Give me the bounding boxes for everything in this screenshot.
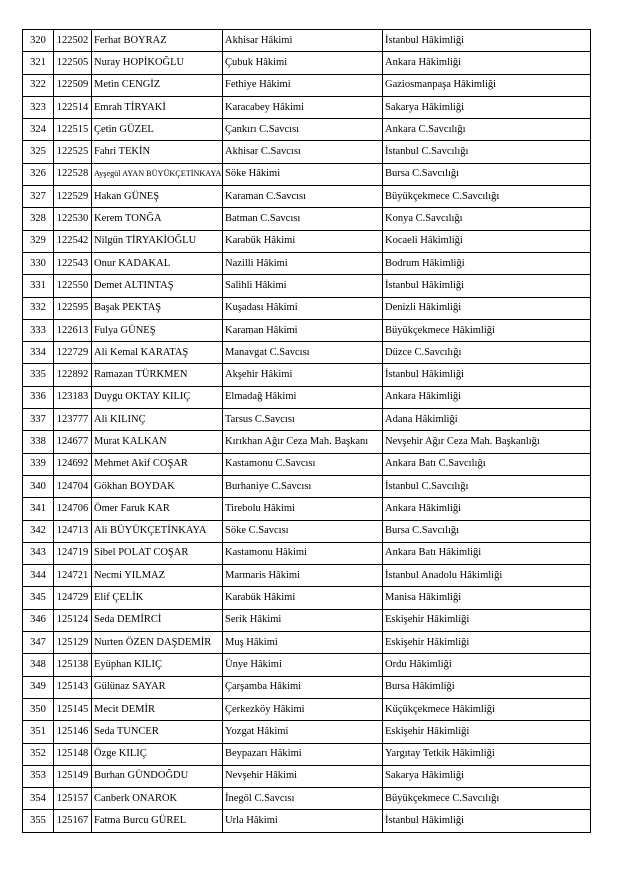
cell-registry: 125145 bbox=[54, 698, 92, 720]
table-row bbox=[23, 810, 591, 832]
table-row bbox=[23, 163, 591, 185]
cell-name: Ferhat BOYRAZ bbox=[92, 30, 223, 52]
cell-registry: 124729 bbox=[54, 587, 92, 609]
table-row bbox=[23, 587, 591, 609]
cell-number: 341 bbox=[23, 498, 54, 520]
cell-name: Mehmet Akif COŞAR bbox=[92, 453, 223, 475]
cell-number: 324 bbox=[23, 119, 54, 141]
cell-new-post: İstanbul Hâkimliği bbox=[383, 30, 591, 52]
table-row bbox=[23, 475, 591, 497]
table-row bbox=[23, 721, 591, 743]
cell-new-post: Büyükçekmece C.Savcılığı bbox=[383, 186, 591, 208]
cell-name: Onur KADAKAL bbox=[92, 252, 223, 274]
cell-new-post: İstanbul Hâkimliği bbox=[383, 810, 591, 832]
cell-name: Ali BÜYÜKÇETİNKAYA bbox=[92, 520, 223, 542]
cell-name: Ayşegül AYAN BÜYÜKÇETİNKAYA bbox=[92, 163, 223, 185]
table-row bbox=[23, 542, 591, 564]
cell-registry: 123777 bbox=[54, 409, 92, 431]
cell-number: 337 bbox=[23, 409, 54, 431]
cell-registry: 122729 bbox=[54, 342, 92, 364]
cell-number: 323 bbox=[23, 96, 54, 118]
table-row bbox=[23, 520, 591, 542]
cell-new-post: Büyükçekmece Hâkimliği bbox=[383, 319, 591, 341]
cell-registry: 125157 bbox=[54, 788, 92, 810]
cell-current-post: Tirebolu Hâkimi bbox=[223, 498, 383, 520]
cell-current-post: Akhisar Hâkimi bbox=[223, 30, 383, 52]
cell-name: Elif ÇELİK bbox=[92, 587, 223, 609]
table-row bbox=[23, 208, 591, 230]
cell-number: 335 bbox=[23, 364, 54, 386]
cell-new-post: Ankara Hâkimliği bbox=[383, 498, 591, 520]
cell-current-post: Yozgat Hâkimi bbox=[223, 721, 383, 743]
cell-new-post: Bursa C.Savcılığı bbox=[383, 163, 591, 185]
cell-registry: 123183 bbox=[54, 386, 92, 408]
table-row bbox=[23, 409, 591, 431]
cell-current-post: Fethiye Hâkimi bbox=[223, 74, 383, 96]
cell-registry: 125129 bbox=[54, 632, 92, 654]
cell-name: Fatma Burcu GÜREL bbox=[92, 810, 223, 832]
table-row bbox=[23, 319, 591, 341]
cell-registry: 122892 bbox=[54, 364, 92, 386]
cell-number: 353 bbox=[23, 765, 54, 787]
cell-current-post: İnegöl C.Savcısı bbox=[223, 788, 383, 810]
table-row bbox=[23, 743, 591, 765]
cell-number: 346 bbox=[23, 609, 54, 631]
cell-number: 347 bbox=[23, 632, 54, 654]
cell-new-post: İstanbul Hâkimliği bbox=[383, 275, 591, 297]
table-row bbox=[23, 565, 591, 587]
cell-new-post: Ankara C.Savcılığı bbox=[383, 119, 591, 141]
cell-registry: 122509 bbox=[54, 74, 92, 96]
cell-name: Metin CENGİZ bbox=[92, 74, 223, 96]
cell-new-post: Sakarya Hâkimliği bbox=[383, 96, 591, 118]
cell-registry: 125167 bbox=[54, 810, 92, 832]
table-row bbox=[23, 119, 591, 141]
cell-number: 321 bbox=[23, 52, 54, 74]
table-row bbox=[23, 230, 591, 252]
cell-registry: 125138 bbox=[54, 654, 92, 676]
table-row bbox=[23, 297, 591, 319]
table-row bbox=[23, 676, 591, 698]
cell-new-post: Ordu Hâkimliği bbox=[383, 654, 591, 676]
cell-current-post: Batman C.Savcısı bbox=[223, 208, 383, 230]
cell-new-post: Sakarya Hâkimliği bbox=[383, 765, 591, 787]
table-row bbox=[23, 453, 591, 475]
cell-registry: 125148 bbox=[54, 743, 92, 765]
cell-registry: 122595 bbox=[54, 297, 92, 319]
cell-number: 345 bbox=[23, 587, 54, 609]
cell-number: 344 bbox=[23, 565, 54, 587]
cell-new-post: Eskişehir Hâkimliği bbox=[383, 632, 591, 654]
cell-number: 336 bbox=[23, 386, 54, 408]
cell-registry: 125124 bbox=[54, 609, 92, 631]
cell-registry: 124677 bbox=[54, 431, 92, 453]
table-row bbox=[23, 609, 591, 631]
cell-name: Duygu OKTAY KILIÇ bbox=[92, 386, 223, 408]
cell-new-post: Bodrum Hâkimliği bbox=[383, 252, 591, 274]
cell-name: Gökhan BOYDAK bbox=[92, 475, 223, 497]
cell-registry: 122613 bbox=[54, 319, 92, 341]
cell-number: 348 bbox=[23, 654, 54, 676]
cell-current-post: Burhaniye C.Savcısı bbox=[223, 475, 383, 497]
table-row bbox=[23, 186, 591, 208]
cell-number: 322 bbox=[23, 74, 54, 96]
cell-registry: 122515 bbox=[54, 119, 92, 141]
cell-current-post: Elmadağ Hâkimi bbox=[223, 386, 383, 408]
cell-number: 342 bbox=[23, 520, 54, 542]
table-row bbox=[23, 252, 591, 274]
table-row bbox=[23, 74, 591, 96]
cell-name: Burhan GÜNDOĞDU bbox=[92, 765, 223, 787]
cell-new-post: Ankara Hâkimliği bbox=[383, 386, 591, 408]
cell-registry: 122550 bbox=[54, 275, 92, 297]
cell-name: Çetin GÜZEL bbox=[92, 119, 223, 141]
cell-name: Nuray HOPİKOĞLU bbox=[92, 52, 223, 74]
cell-current-post: Ünye Hâkimi bbox=[223, 654, 383, 676]
cell-current-post: Karabük Hâkimi bbox=[223, 230, 383, 252]
cell-name: Ramazan TÜRKMEN bbox=[92, 364, 223, 386]
appointments-table bbox=[22, 29, 591, 833]
cell-number: 349 bbox=[23, 676, 54, 698]
cell-name: Hakan GÜNEŞ bbox=[92, 186, 223, 208]
cell-number: 334 bbox=[23, 342, 54, 364]
cell-registry: 122529 bbox=[54, 186, 92, 208]
cell-new-post: Eskişehir Hâkimliği bbox=[383, 609, 591, 631]
cell-number: 325 bbox=[23, 141, 54, 163]
cell-current-post: Akşehir Hâkimi bbox=[223, 364, 383, 386]
cell-registry: 124704 bbox=[54, 475, 92, 497]
cell-new-post: Büyükçekmece C.Savcılığı bbox=[383, 788, 591, 810]
table-row bbox=[23, 30, 591, 52]
cell-registry: 125146 bbox=[54, 721, 92, 743]
cell-registry: 122543 bbox=[54, 252, 92, 274]
cell-new-post: İstanbul Anadolu Hâkimliği bbox=[383, 565, 591, 587]
cell-registry: 124713 bbox=[54, 520, 92, 542]
cell-current-post: Söke C.Savcısı bbox=[223, 520, 383, 542]
cell-new-post: Bursa Hâkimliği bbox=[383, 676, 591, 698]
cell-name: Kerem TONĞA bbox=[92, 208, 223, 230]
table-row bbox=[23, 498, 591, 520]
cell-current-post: Çarşamba Hâkimi bbox=[223, 676, 383, 698]
cell-registry: 122505 bbox=[54, 52, 92, 74]
table-row bbox=[23, 765, 591, 787]
cell-number: 354 bbox=[23, 788, 54, 810]
cell-registry: 124692 bbox=[54, 453, 92, 475]
table-row bbox=[23, 788, 591, 810]
cell-registry: 122542 bbox=[54, 230, 92, 252]
cell-number: 338 bbox=[23, 431, 54, 453]
cell-registry: 125149 bbox=[54, 765, 92, 787]
cell-name: Özge KILIÇ bbox=[92, 743, 223, 765]
cell-current-post: Kırıkhan Ağır Ceza Mah. Başkanı bbox=[223, 431, 383, 453]
cell-name: Fulya GÜNEŞ bbox=[92, 319, 223, 341]
cell-number: 343 bbox=[23, 542, 54, 564]
cell-new-post: Nevşehir Ağır Ceza Mah. Başkanlığı bbox=[383, 431, 591, 453]
cell-current-post: Karabük Hâkimi bbox=[223, 587, 383, 609]
cell-current-post: Çerkezköy Hâkimi bbox=[223, 698, 383, 720]
cell-number: 339 bbox=[23, 453, 54, 475]
cell-current-post: Karaman Hâkimi bbox=[223, 319, 383, 341]
table-row bbox=[23, 431, 591, 453]
cell-name: Eyüphan KILIÇ bbox=[92, 654, 223, 676]
cell-name: Fahri TEKİN bbox=[92, 141, 223, 163]
cell-number: 332 bbox=[23, 297, 54, 319]
cell-new-post: Ankara Hâkimliği bbox=[383, 52, 591, 74]
cell-new-post: Küçükçekmece Hâkimliği bbox=[383, 698, 591, 720]
cell-registry: 122528 bbox=[54, 163, 92, 185]
table-body bbox=[23, 30, 591, 833]
cell-current-post: Akhisar C.Savcısı bbox=[223, 141, 383, 163]
cell-number: 333 bbox=[23, 319, 54, 341]
cell-number: 326 bbox=[23, 163, 54, 185]
cell-new-post: Ankara Batı C.Savcılığı bbox=[383, 453, 591, 475]
cell-current-post: Marmaris Hâkimi bbox=[223, 565, 383, 587]
cell-name: Sibel POLAT COŞAR bbox=[92, 542, 223, 564]
cell-current-post: Serik Hâkimi bbox=[223, 609, 383, 631]
cell-name: Demet ALTINTAŞ bbox=[92, 275, 223, 297]
cell-current-post: Söke Hâkimi bbox=[223, 163, 383, 185]
cell-current-post: Çankırı C.Savcısı bbox=[223, 119, 383, 141]
cell-name: Seda DEMİRCİ bbox=[92, 609, 223, 631]
cell-new-post: Ankara Batı Hâkimliği bbox=[383, 542, 591, 564]
cell-new-post: Manisa Hâkimliği bbox=[383, 587, 591, 609]
table-row bbox=[23, 141, 591, 163]
cell-new-post: İstanbul C.Savcılığı bbox=[383, 141, 591, 163]
cell-registry: 125143 bbox=[54, 676, 92, 698]
cell-current-post: Çubuk Hâkimi bbox=[223, 52, 383, 74]
cell-number: 340 bbox=[23, 475, 54, 497]
cell-number: 329 bbox=[23, 230, 54, 252]
cell-current-post: Urla Hâkimi bbox=[223, 810, 383, 832]
cell-current-post: Kuşadası Hâkimi bbox=[223, 297, 383, 319]
cell-current-post: Beypazarı Hâkimi bbox=[223, 743, 383, 765]
cell-name: Ali Kemal KARATAŞ bbox=[92, 342, 223, 364]
cell-name: Ömer Faruk KAR bbox=[92, 498, 223, 520]
cell-name: Seda TUNCER bbox=[92, 721, 223, 743]
cell-registry: 124719 bbox=[54, 542, 92, 564]
cell-registry: 124721 bbox=[54, 565, 92, 587]
table-row bbox=[23, 364, 591, 386]
cell-new-post: İstanbul Hâkimliği bbox=[383, 364, 591, 386]
cell-registry: 124706 bbox=[54, 498, 92, 520]
cell-current-post: Nazilli Hâkimi bbox=[223, 252, 383, 274]
cell-new-post: Gaziosmanpaşa Hâkimliği bbox=[383, 74, 591, 96]
cell-registry: 122525 bbox=[54, 141, 92, 163]
cell-name: Mecit DEMİR bbox=[92, 698, 223, 720]
cell-name: Emrah TİRYAKİ bbox=[92, 96, 223, 118]
cell-current-post: Karaman C.Savcısı bbox=[223, 186, 383, 208]
cell-name: Gülünaz SAYAR bbox=[92, 676, 223, 698]
cell-new-post: Adana Hâkimliği bbox=[383, 409, 591, 431]
cell-current-post: Kastamonu Hâkimi bbox=[223, 542, 383, 564]
cell-current-post: Muş Hâkimi bbox=[223, 632, 383, 654]
cell-current-post: Salihli Hâkimi bbox=[223, 275, 383, 297]
table-row bbox=[23, 698, 591, 720]
table-row bbox=[23, 386, 591, 408]
table-row bbox=[23, 96, 591, 118]
cell-registry: 122502 bbox=[54, 30, 92, 52]
cell-new-post: Kocaeli Hâkimliği bbox=[383, 230, 591, 252]
cell-registry: 122514 bbox=[54, 96, 92, 118]
cell-name: Ali KILINÇ bbox=[92, 409, 223, 431]
cell-new-post: Yargıtay Tetkik Hâkimliği bbox=[383, 743, 591, 765]
cell-number: 352 bbox=[23, 743, 54, 765]
cell-number: 327 bbox=[23, 186, 54, 208]
cell-current-post: Kastamonu C.Savcısı bbox=[223, 453, 383, 475]
cell-new-post: Düzce C.Savcılığı bbox=[383, 342, 591, 364]
cell-new-post: Eskişehir Hâkimliği bbox=[383, 721, 591, 743]
cell-number: 350 bbox=[23, 698, 54, 720]
cell-number: 328 bbox=[23, 208, 54, 230]
cell-number: 331 bbox=[23, 275, 54, 297]
cell-number: 351 bbox=[23, 721, 54, 743]
cell-name: Canberk ONAROK bbox=[92, 788, 223, 810]
table-row bbox=[23, 275, 591, 297]
cell-number: 355 bbox=[23, 810, 54, 832]
table-row bbox=[23, 342, 591, 364]
cell-new-post: Bursa C.Savcılığı bbox=[383, 520, 591, 542]
cell-new-post: Denizli Hâkimliği bbox=[383, 297, 591, 319]
cell-new-post: İstanbul C.Savcılığı bbox=[383, 475, 591, 497]
cell-registry: 122530 bbox=[54, 208, 92, 230]
cell-current-post: Manavgat C.Savcısı bbox=[223, 342, 383, 364]
table-row bbox=[23, 632, 591, 654]
cell-name: Necmi YILMAZ bbox=[92, 565, 223, 587]
cell-new-post: Konya C.Savcılığı bbox=[383, 208, 591, 230]
cell-current-post: Tarsus C.Savcısı bbox=[223, 409, 383, 431]
table-row bbox=[23, 52, 591, 74]
table-row bbox=[23, 654, 591, 676]
cell-number: 330 bbox=[23, 252, 54, 274]
cell-name: Başak PEKTAŞ bbox=[92, 297, 223, 319]
cell-number: 320 bbox=[23, 30, 54, 52]
cell-name: Nilgün TİRYAKİOĞLU bbox=[92, 230, 223, 252]
cell-current-post: Karacabey Hâkimi bbox=[223, 96, 383, 118]
cell-name: Nurten ÖZEN DAŞDEMİR bbox=[92, 632, 223, 654]
cell-current-post: Nevşehir Hâkimi bbox=[223, 765, 383, 787]
cell-name: Murat KALKAN bbox=[92, 431, 223, 453]
